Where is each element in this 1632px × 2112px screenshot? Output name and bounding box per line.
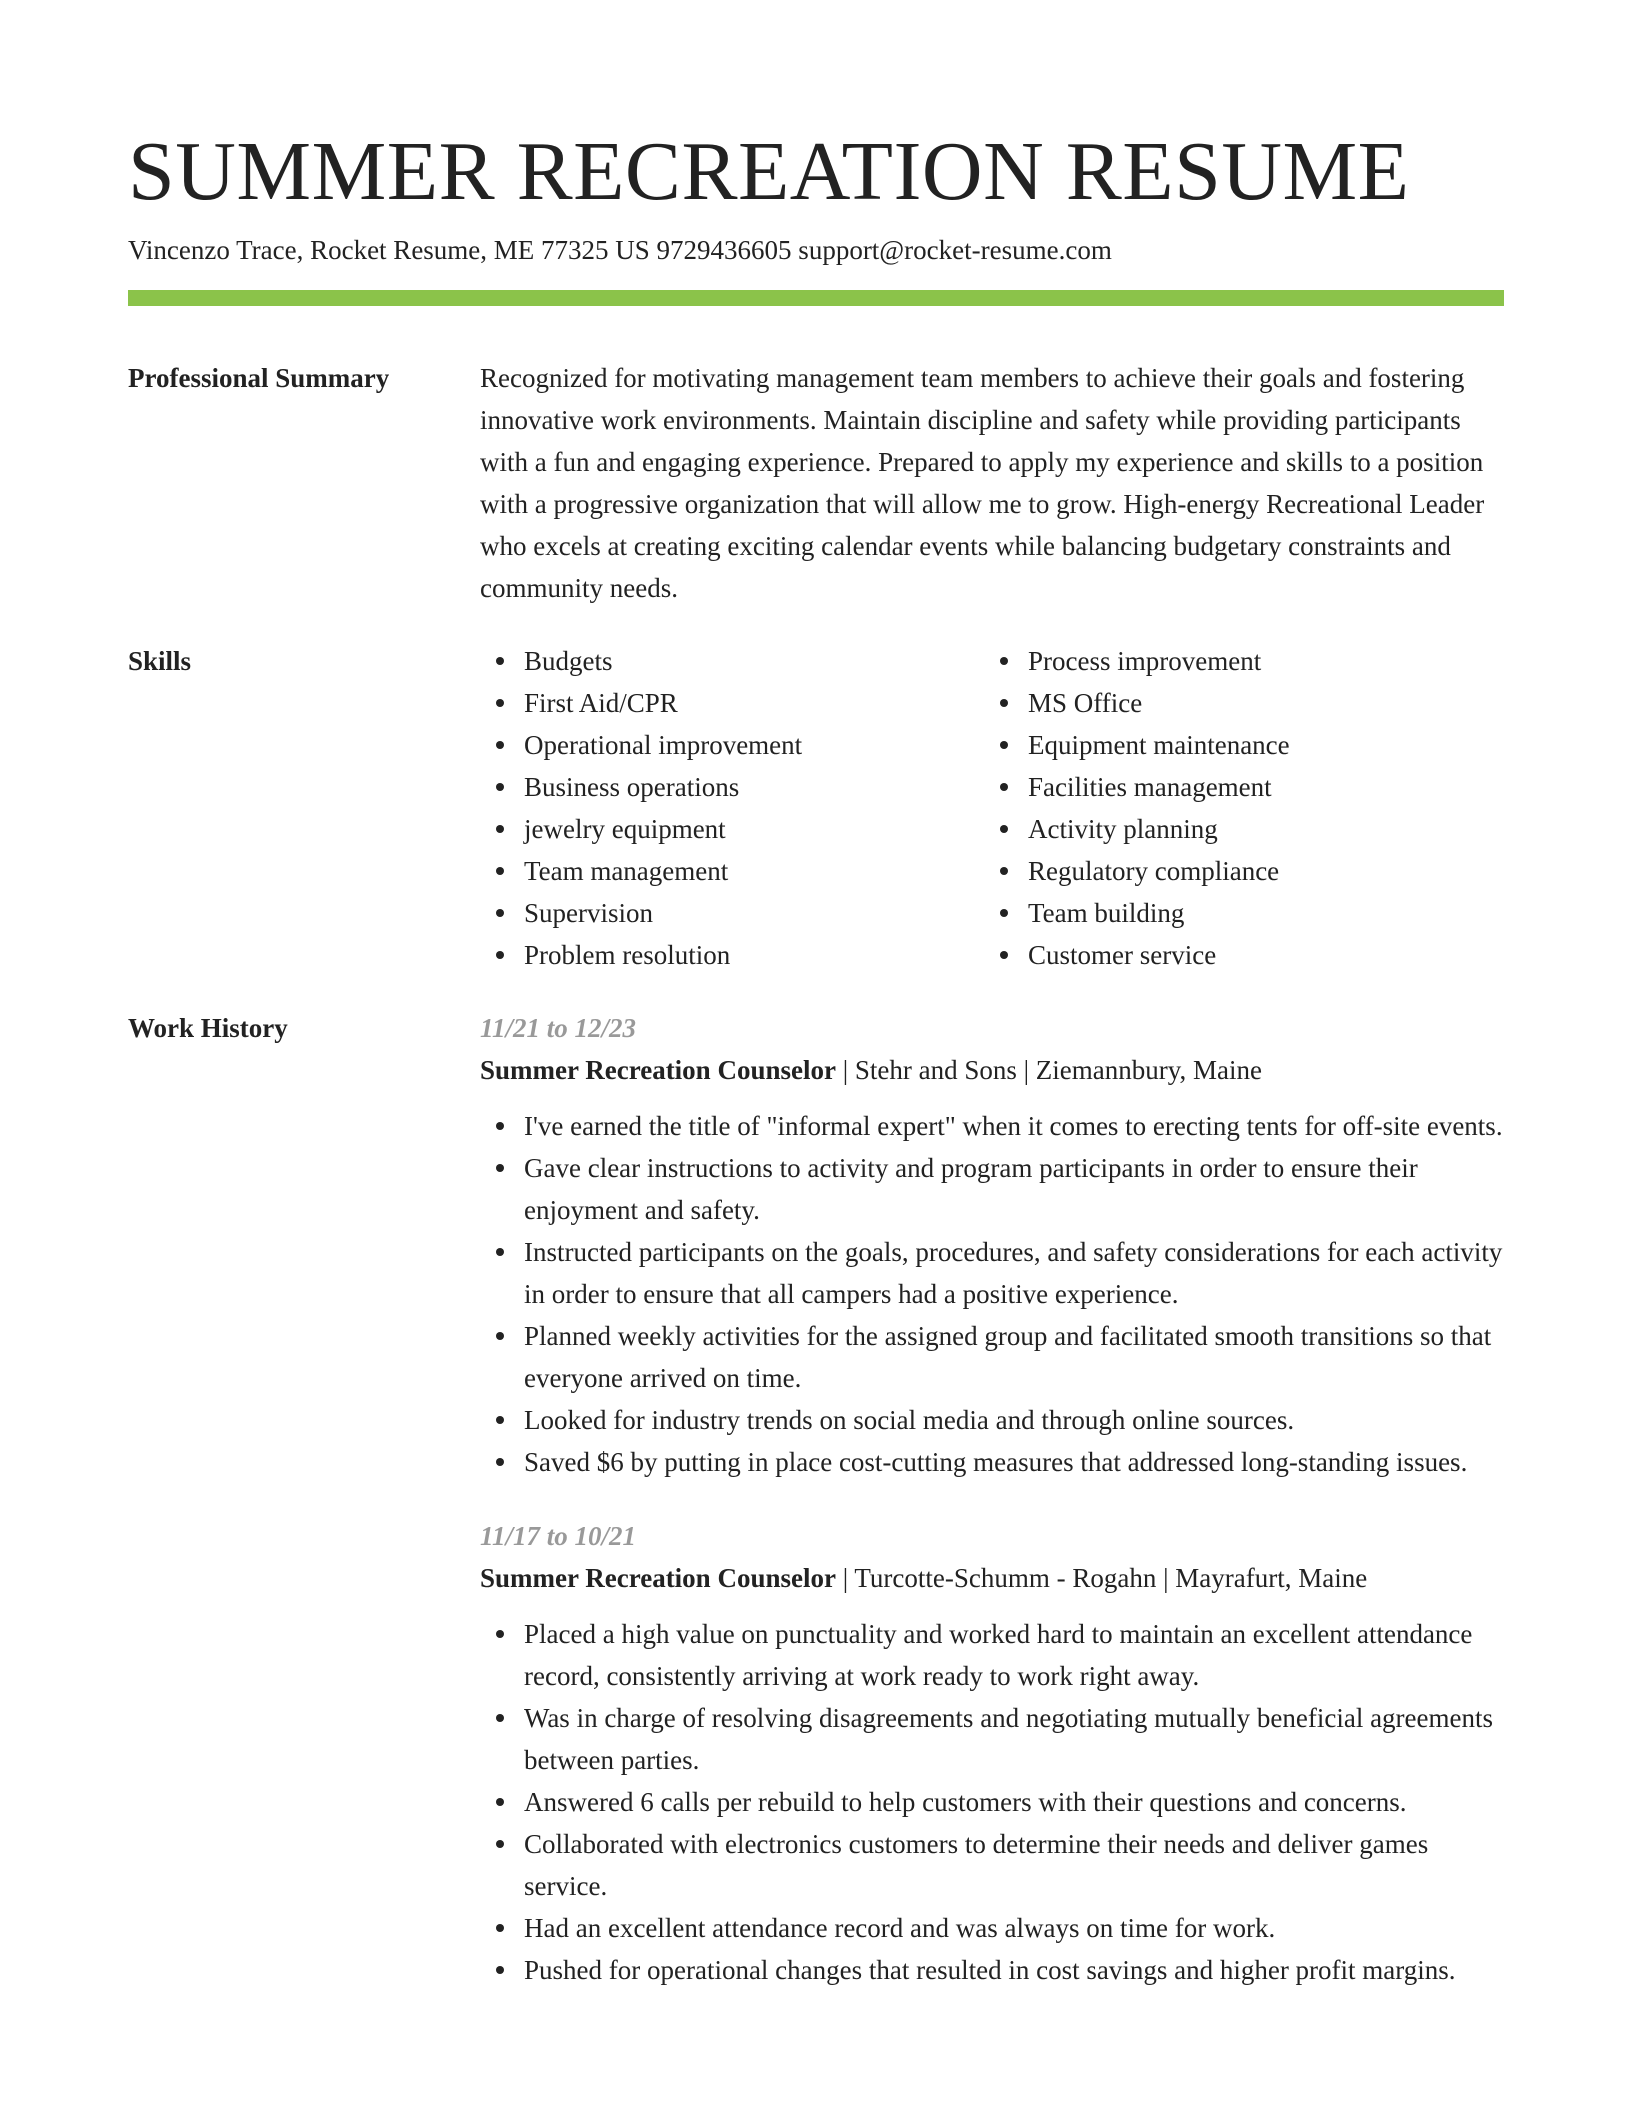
job-entry [480, 1007, 1504, 1483]
job-bullet: Saved $6 by putting in place cost-cutting measures that addressed long-standing issues. [524, 1441, 1504, 1483]
skill-item: Operational improvement [524, 724, 984, 766]
section-skills [128, 640, 1504, 976]
job-bullet: Had an excellent attendance record and was always on time for work. [524, 1907, 1504, 1949]
summary-text: Recognized for motivating management team members to achieve their goals and fostering innovative work environments. Maintain discipline and safety while providing participants with a fun and engaging experience. Prepared to apply my experience and skills to a position with a progressive organization that will allow me to grow. High-energy Recreational Leader who excels at creating exciting calendar events while balancing budgetary constraints and community needs. [480, 363, 1485, 603]
resume-title: SUMMER RECREATION RESUME [128, 125, 1410, 218]
skill-item: First Aid/CPR [524, 682, 984, 724]
accent-divider [128, 290, 1504, 306]
skill-item: Customer service [1028, 934, 1488, 976]
skill-item: Regulatory compliance [1028, 850, 1488, 892]
job-title: Summer Recreation Counselor [480, 1563, 836, 1593]
skills-columns [480, 640, 1504, 976]
job-bullet: I've earned the title of "informal expert" when it comes to erecting tents for off-site events. [524, 1105, 1504, 1147]
skill-item: Team management [524, 850, 984, 892]
job-details: | Stehr and Sons | Ziemannbury, Maine [835, 1055, 1262, 1085]
skill-item: Facilities management [1028, 766, 1488, 808]
job-details: | Turcotte-Schumm - Rogahn | Mayrafurt, Maine [835, 1563, 1368, 1593]
job-bullets [480, 1613, 1504, 1991]
skill-item: MS Office [1028, 682, 1488, 724]
contact-info: Vincenzo Trace, Rocket Resume, ME 77325 US 9729436605 support@rocket-resume.com [128, 235, 1112, 265]
skill-item: Process improvement [1028, 640, 1488, 682]
job-bullet: Was in charge of resolving disagreements and negotiating mutually beneficial agreements between parties. [524, 1697, 1504, 1781]
job-dates: 11/17 to 10/21 [480, 1521, 637, 1551]
skill-item: jewelry equipment [524, 808, 984, 850]
job-bullet: Pushed for operational changes that resulted in cost savings and higher profit margins. [524, 1949, 1504, 1991]
section-label: Skills [128, 646, 192, 676]
job-bullet: Gave clear instructions to activity and program participants in order to ensure their enjoyment and safety. [524, 1147, 1504, 1231]
skills-list-right [984, 640, 1488, 976]
skill-item: Business operations [524, 766, 984, 808]
skill-item: Problem resolution [524, 934, 984, 976]
job-title-line [480, 1049, 1504, 1091]
job-dates: 11/21 to 12/23 [480, 1013, 637, 1043]
skill-item: Team building [1028, 892, 1488, 934]
job-bullets [480, 1105, 1504, 1483]
skill-item: Budgets [524, 640, 984, 682]
job-bullet: Planned weekly activities for the assigned group and facilitated smooth transitions so that everyone arrived on time. [524, 1315, 1504, 1399]
skills-body [480, 640, 1504, 976]
section-professional-summary [128, 357, 1504, 609]
job-bullet: Instructed participants on the goals, procedures, and safety considerations for each activity in order to ensure that all campers had a positive experience. [524, 1231, 1504, 1315]
job-entry [480, 1515, 1504, 1991]
job-bullet: Placed a high value on punctuality and worked hard to maintain an excellent attendance record, consistently arriving at work ready to work right away. [524, 1613, 1504, 1697]
skill-item: Equipment maintenance [1028, 724, 1488, 766]
skill-item: Supervision [524, 892, 984, 934]
section-label: Professional Summary [128, 363, 390, 393]
job-bullet: Looked for industry trends on social media and through online sources. [524, 1399, 1504, 1441]
job-bullet: Collaborated with electronics customers to determine their needs and deliver games service. [524, 1823, 1504, 1907]
jobs-list [480, 1007, 1504, 2023]
job-title: Summer Recreation Counselor [480, 1055, 836, 1085]
job-bullet: Answered 6 calls per rebuild to help customers with their questions and concerns. [524, 1781, 1504, 1823]
job-title-line [480, 1557, 1504, 1599]
section-work-history [128, 1007, 1504, 2023]
skill-item: Activity planning [1028, 808, 1488, 850]
section-label: Work History [128, 1013, 288, 1043]
skills-list-left [480, 640, 984, 976]
resume-page [128, 0, 1504, 2023]
